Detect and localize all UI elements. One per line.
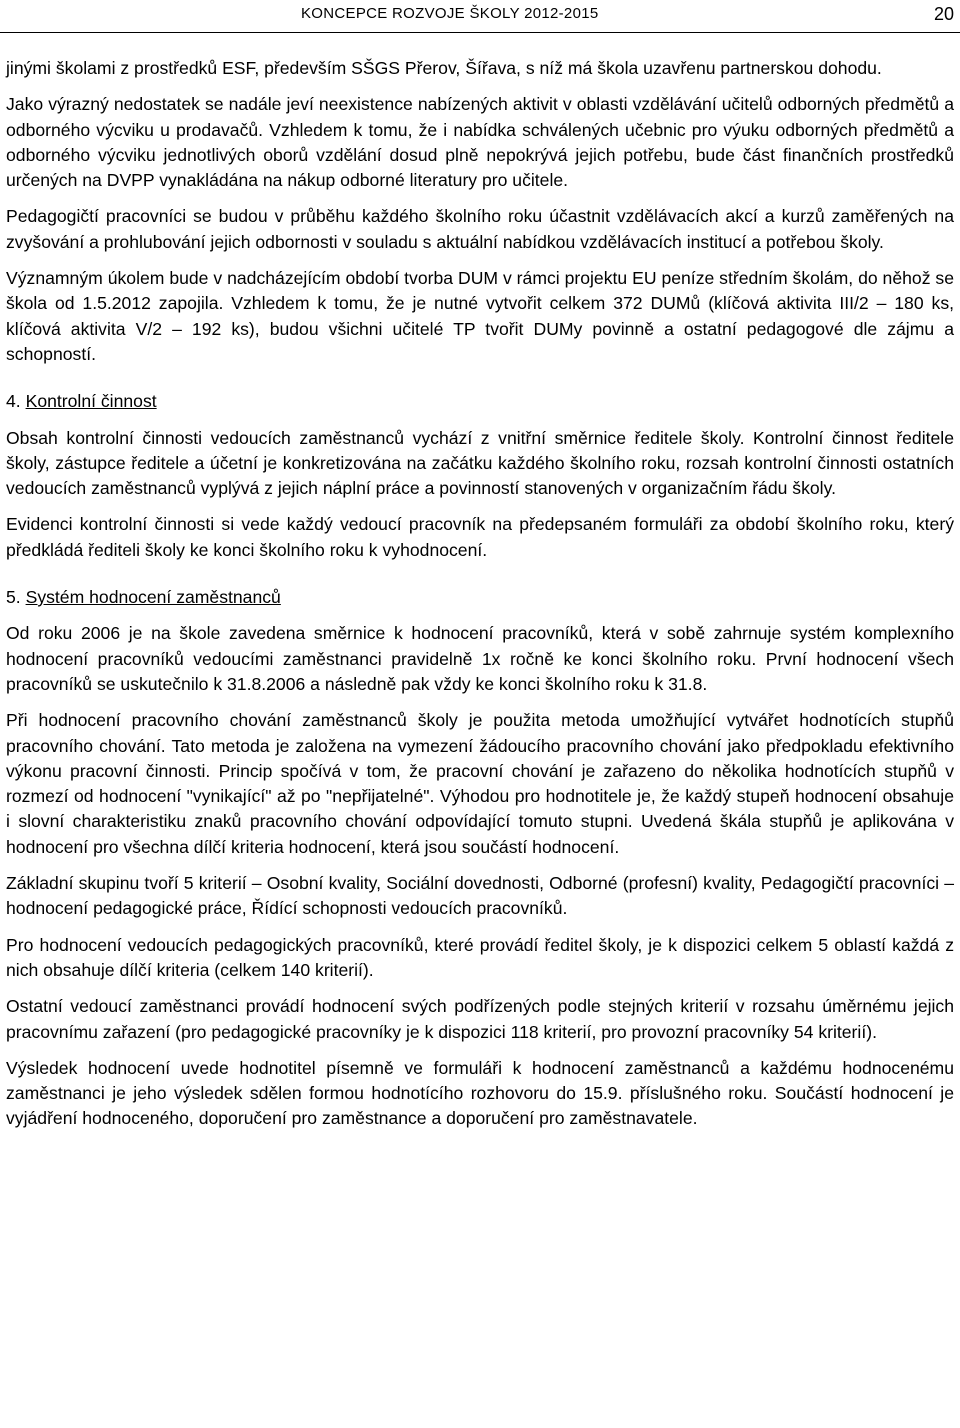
paragraph: Evidenci kontrolní činnosti si vede každý vedoucí pracovník na předepsaném formuláři za období školního roku, který předkládá řediteli školy ke konci školního roku k vyhodnocení. xyxy=(6,514,954,560)
paragraph: Od roku 2006 je na škole zavedena směrnice k hodnocení pracovníků, která v sobě zahrnuje systém komplexního hodnocení pracovníků vedoucími zaměstnanci pravidelně 1x ročně ke konci školního roku. První hodnocení všech pracovníků se uskutečnilo k 31.8.2006 a následně pak vždy ke konci školního roku k 31.8. xyxy=(6,623,954,694)
paragraph: Při hodnocení pracovního chování zaměstnanců školy je použita metoda umožňující vytvářet hodnotících stupňů pracovního chování. Tato metoda je založena na vymezení žádoucího pracovního chování jako předpokladu efektivního výkonu pracovní činnosti. Princip spočívá v tom, že pracovní chování je zařazeno do několika hodnotících stupňů v rozmezí od hodnocení "vynikající" až po "nepřijatelné". Výhodou pro hodnotitele je, že každý stupeň hodnocení obsahuje i slovní charakteristiku znaků pracovního chování odpovídající tomuto stupni. Uvedená škála stupňů je aplikována v hodnocení pro všechna dílčí kriteria hodnocení, která jsou součástí hodnocení. xyxy=(6,710,954,857)
page-number: 20 xyxy=(933,4,954,24)
section-title: Systém hodnocení zaměstnanců xyxy=(25,587,281,608)
paragraph: jinými školami z prostředků ESF, především SŠGS Přerov, Šířava, s níž má škola uzavřenu partnerskou dohodu. xyxy=(6,58,882,78)
paragraph: Základní skupinu tvoří 5 kriterií – Osobní kvality, Sociální dovednosti, Odborné (profesní) kvality, Pedagogičtí pracovníci – hodnocení pedagogické práce, Řídící schopnosti vedoucích pracovníků. xyxy=(6,873,954,919)
page-content xyxy=(6,56,954,1143)
paragraph: Jako výrazný nedostatek se nadále jeví neexistence nabízených aktivit v oblasti vzdělávání učitelů odborných předmětů a odborného výcviku u prodavačů. Vzhledem k tomu, že i nabídka schválených učebnic pro výuku odborných předmětů a odborného výcviku jednotlivých oborů vzdělání dosud plně nepokrývá jejich potřebu, bude část finančních prostředků určených na DVPP vynakládána na nákup odborné literatury pro učitele. xyxy=(6,94,954,191)
section-heading-5 xyxy=(6,585,954,610)
paragraph: Obsah kontrolní činnosti vedoucích zaměstnanců vychází z vnitřní směrnice ředitele školy. Kontrolní činnost ředitele školy, zástupce ředitele a účetní je konkretizována na začátku každého školního roku, rozsah kontrolní činnosti ostatních vedoucích zaměstnanců vyplývá z jejich náplní práce a povinností stanovených v organizačním řádu školy. xyxy=(6,427,954,499)
section-number: 5. xyxy=(6,587,21,608)
paragraph: Výsledek hodnocení uvede hodnotitel písemně ve formuláři k hodnocení zaměstnanců a každému hodnocenému zaměstnanci je jeho výsledek sdělen formou hodnotícího rozhovoru do 15.9. příslušného roku. Součástí hodnocení je vyjádření hodnoceného, doporučení pro zaměstnance a doporučení pro zaměstnavatele. xyxy=(6,1057,954,1129)
page-header xyxy=(0,0,960,33)
paragraph: Pro hodnocení vedoucích pedagogických pracovníků, které provádí ředitel školy, je k dispozici celkem 5 oblastí každá z nich obsahuje dílčí kriteria (celkem 140 kriterií). xyxy=(6,934,954,980)
paragraph: Významným úkolem bude v nadcházejícím období tvorba DUM v rámci projektu EU peníze středním školám, do něhož se škola od 1.5.2012 zapojila. Vzhledem k tomu, že je nutné vytvořit celkem 372 DUMů (klíčová aktivita III/2 – 180 ks, klíčová aktivita V/2 – 192 ks), budou všichni učitelé TP tvořit DUMy povinně a ostatní pedagogové dle zájmu a schopností. xyxy=(6,268,954,364)
section-heading-4 xyxy=(6,389,954,414)
section-number: 4. xyxy=(6,391,21,412)
header-title: KONCEPCE ROZVOJE ŠKOLY 2012-2015 xyxy=(301,5,599,22)
paragraph: Pedagogičtí pracovníci se budou v průběhu každého školního roku účastnit vzdělávacích akcí a kurzů zaměřených na zvyšování a prohlubování jejich odbornosti v souladu s aktuální nabídkou vzdělávacích institucí a potřebou školy. xyxy=(6,206,954,252)
paragraph: Ostatní vedoucí zaměstnanci provádí hodnocení svých podřízených podle stejných kriterií v rozsahu úměrnému jejich pracovnímu zařazení (pro pedagogické pracovníky je k dispozici 118 kriterií, pro provozní pracovníky 54 kriterií). xyxy=(6,996,954,1042)
section-title: Kontrolní činnost xyxy=(25,391,157,412)
